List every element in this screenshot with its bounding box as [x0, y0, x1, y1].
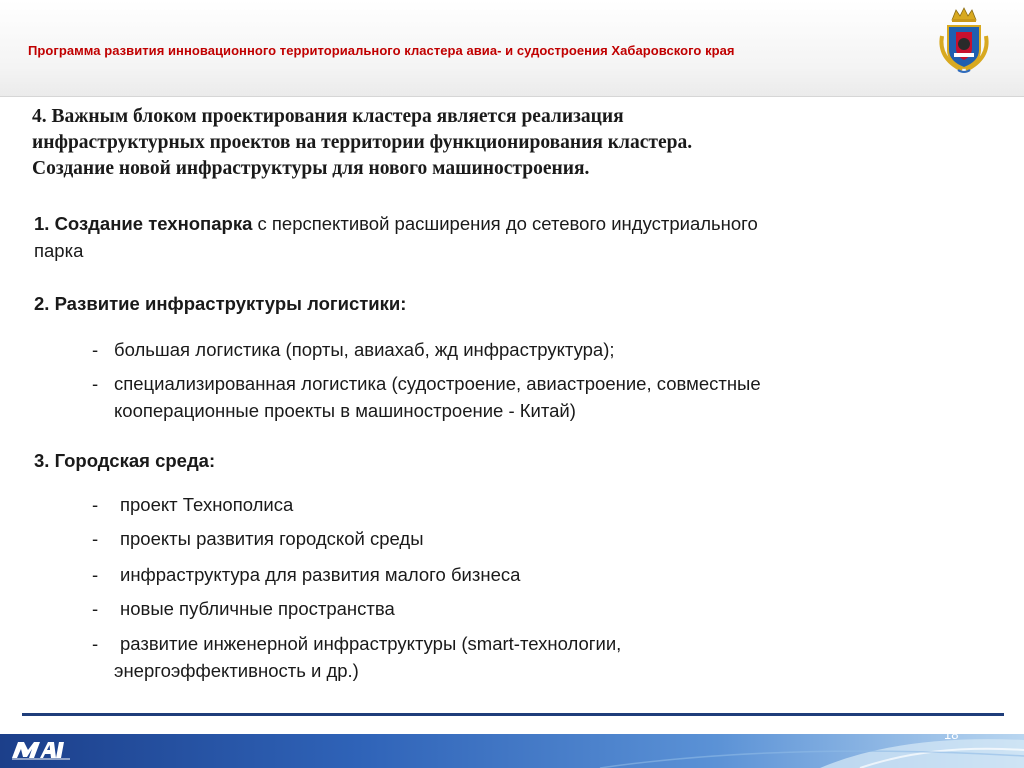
list-dash: -: [92, 564, 99, 585]
header-title: Программа развития инновационного территориального кластера авиа- и судостроения Хабаровского края: [28, 43, 735, 58]
section-technopark-title: 1. Создание технопарка: [34, 213, 253, 234]
list-dash: -: [92, 494, 99, 515]
heading-line: инфраструктурных проектов на территории функционирования кластера.: [32, 132, 693, 153]
list-item-text: развитие инженерной инфраструктуры (smart-технологии,: [120, 633, 622, 654]
list-item: [92, 561, 992, 588]
list-dash: -: [92, 339, 99, 360]
footer-bar: [0, 734, 1024, 768]
section-urban-title: 3. Городская среда:: [34, 450, 216, 471]
list-item-text: большая логистика (порты, авиахаб, жд инфраструктура);: [114, 339, 615, 360]
section-technopark-text: с перспективой расширения до сетевого индустриального: [252, 213, 758, 234]
list-item-text: проект Технополиса: [120, 494, 294, 515]
list-item-text: инфраструктура для развития малого бизнеса: [120, 564, 521, 585]
heading-line: 4. Важным блоком проектирования кластера является реализация: [32, 106, 624, 127]
list-dash: -: [92, 633, 99, 654]
list-dash: -: [92, 598, 99, 619]
section-technopark-line1: [34, 210, 974, 237]
list-item: [92, 491, 992, 518]
list-item-text: специализированная логистика (судостроение, авиастроение, совместные: [114, 373, 761, 394]
mai-logo-icon: [10, 738, 72, 760]
list-item: [92, 630, 992, 684]
coat-of-arms-icon: [932, 6, 996, 76]
section-technopark: [34, 210, 974, 264]
list-dash: -: [92, 373, 99, 394]
list-item-text-cont: энергоэффективность и др.): [114, 660, 359, 681]
page-number: 18: [944, 727, 959, 742]
section-technopark-line2: парка: [34, 240, 84, 261]
section-logistics-title: 2. Развитие инфраструктуры логистики:: [34, 293, 407, 314]
list-item: [92, 595, 992, 622]
heading-line: Создание новой инфраструктуры для нового машиностроения.: [32, 158, 590, 179]
list-item-text: проекты развития городской среды: [120, 528, 424, 549]
list-item: [92, 336, 992, 363]
list-item: [92, 525, 992, 552]
list-item-text-cont: кооперационные проекты в машиностроение - Китай): [114, 400, 576, 421]
list-dash: -: [92, 528, 99, 549]
list-item: [92, 370, 992, 424]
main-heading: [32, 104, 932, 182]
footer-swoosh: [0, 734, 1024, 768]
footer-divider: [22, 713, 1004, 716]
list-item-text: новые публичные пространства: [120, 598, 395, 619]
